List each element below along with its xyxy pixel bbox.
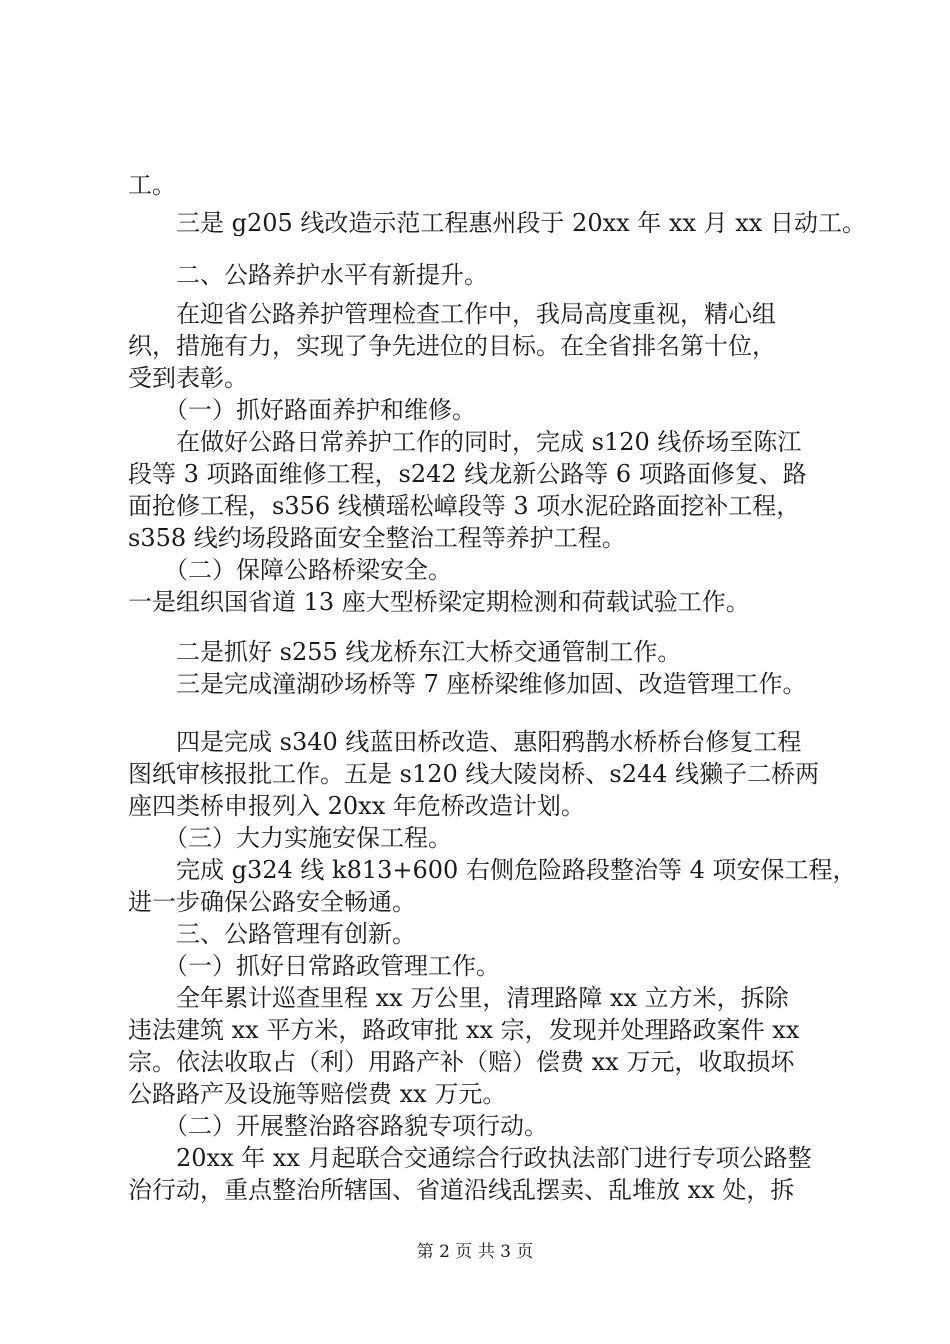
body-line: 二是抓好 s255 线龙桥东江大桥交通管制工作。	[128, 638, 682, 666]
body-line: 工。	[128, 171, 176, 199]
body-line: 违法建筑 xx 平方米，路政审批 xx 宗，发现并处理路政案件 xx	[128, 1016, 800, 1044]
body-line: 在迎省公路养护管理检查工作中，我局高度重视，精心组	[128, 300, 776, 328]
body-line: 20xx 年 xx 月起联合交通综合行政执法部门进行专项公路整	[128, 1144, 812, 1172]
section-heading: 三、公路管理有创新。	[128, 920, 416, 948]
subsection-heading: （一）抓好日常路政管理工作。	[128, 952, 500, 980]
body-line: 一是组织国省道 13 座大型桥梁定期检测和荷载试验工作。	[128, 588, 750, 616]
body-line: 三是 g205 线改造示范工程惠州段于 20xx 年 xx 月 xx 日动工。	[128, 209, 866, 237]
body-line: 进一步确保公路安全畅通。	[128, 888, 416, 916]
subsection-heading: （二）开展整治路容路貌专项行动。	[128, 1112, 548, 1140]
body-line: 段等 3 项路面维修工程，s242 线龙新公路等 6 项路面修复、路	[128, 460, 807, 488]
body-line: 全年累计巡查里程 xx 万公里，清理路障 xx 立方米，拆除	[128, 984, 789, 1012]
subsection-heading: （二）保障公路桥梁安全。	[128, 556, 452, 584]
body-line: 治行动，重点整治所辖国、省道沿线乱摆卖、乱堆放 xx 处，拆	[128, 1176, 795, 1204]
body-line: 图纸审核报批工作。五是 s120 线大陵岗桥、s244 线獭子二桥两	[128, 760, 820, 788]
body-line: 在做好公路日常养护工作的同时，完成 s120 线侨场至陈江	[128, 428, 802, 456]
body-line: 宗。依法收取占（利）用路产补（赔）偿费 xx 万元，收取损坏	[128, 1048, 795, 1076]
body-line: 完成 g324 线 k813+600 右侧危险路段整治等 4 项安保工程，	[128, 856, 857, 884]
body-line: 织，措施有力，实现了争先进位的目标。在全省排名第十位，	[128, 332, 776, 360]
section-heading: 二、公路养护水平有新提升。	[128, 261, 488, 289]
page-number-footer: 第 2 页 共 3 页	[416, 1242, 534, 1262]
body-line: s358 线约场段路面安全整治工程等养护工程。	[128, 524, 626, 552]
body-line: 座四类桥申报列入 20xx 年危桥改造计划。	[128, 792, 585, 820]
body-line: 四是完成 s340 线蓝田桥改造、惠阳鸦鹊水桥桥台修复工程	[128, 728, 802, 756]
body-line: 三是完成潼湖砂场桥等 7 座桥梁维修加固、改造管理工作。	[128, 670, 807, 698]
subsection-heading: （三）大力实施安保工程。	[128, 824, 452, 852]
body-line: 面抢修工程，s356 线横瑶松嶂段等 3 项水泥砼路面挖补工程，	[128, 492, 801, 520]
body-line: 受到表彰。	[128, 364, 248, 392]
subsection-heading: （一）抓好路面养护和维修。	[128, 396, 476, 424]
body-line: 公路路产及设施等赔偿费 xx 万元。	[128, 1080, 507, 1108]
